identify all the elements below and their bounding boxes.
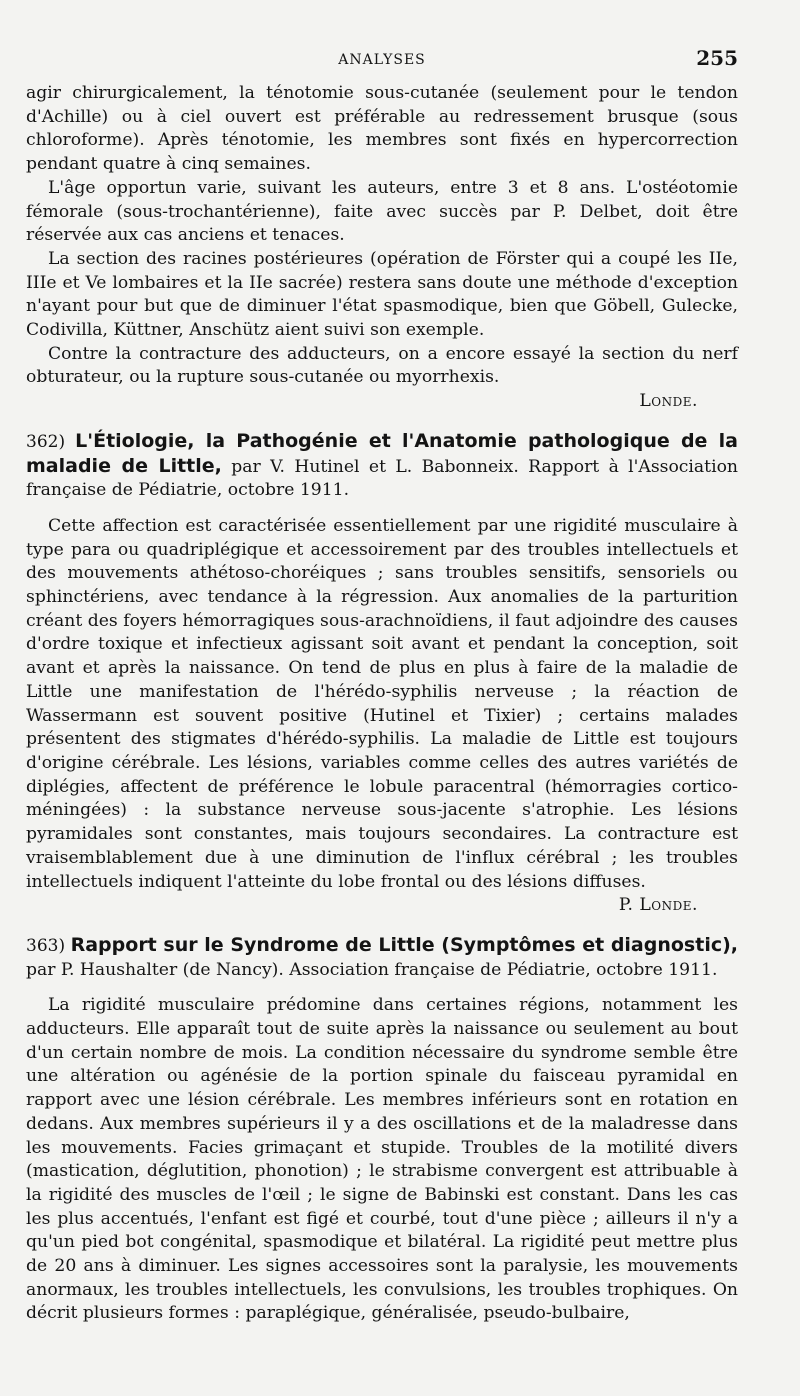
entry-362-authors: par V. Hutinel et L. Babonneix. Rapport à l'Association française de Pédiatrie, octobre 1911. (26, 456, 739, 501)
intro-paragraph-4 (26, 343, 738, 390)
running-head: ANALYSES (338, 52, 426, 68)
entry-363-text: La rigidité musculaire prédomine dans certaines régions, notamment les adducteurs. Elle apparaît tout de suite après la naissance ou seulement au bout d'un certain nombre de mois. La condition nécessaire du syndrome semble être une altération ou agénésie de la portion spinale du faisceau pyramidal en rapport avec une lésion cérébrale. Les membres inférieurs sont en rotation en dedans. Aux membres supérieurs il y a des oscillations et de la maladresse dans les mouvements. Facies grimaçant et stupide. Troubles de la motilité divers (mastication, déglutition, phonotion) ; le strabisme convergent est attribuable à la rigidité des muscles de l'œil ; le signe de Babinski est constant. Dans les cas les plus accentués, l'enfant est figé et courbé, tout d'une pièce ; ailleurs il n'y a qu'un pied bot congénital, spasmodique et bilatéral. La rigidité peut mettre plus de 20 ans à diminuer. Les signes accessoires sont la paralysie, les mouvements anormaux, les troubles intellectuels, les convulsions, les troubles trophiques. On décrit plusieurs formes : paraplégique, généralisée, pseudo-bulbaire, (26, 995, 738, 1324)
intro-paragraph-4-text: Contre la contracture des adducteurs, on a encore essayé la section du nerf obturateur, ou la rupture sous-cutanée ou myorrhexis. (26, 343, 738, 388)
intro-signature: Londe. (639, 391, 698, 412)
entry-363-number: 363) (26, 935, 66, 956)
entry-362-text: Cette affection est caractérisée essentiellement par une rigidité musculaire à type para ou quadriplégique et accessoirement par des troubles intellectuels et des mouvements athétoso-choréiques ; sans troubles sensitifs, sensoriels ou sphinctériens, avec tendance à la régression. Aux anomalies de la parturition créant des foyers hémorragiques sous-arachnoïdiens, il faut adjoindre des causes d'ordre toxique et infectieux agissant soit avant et pendant la conception, soit avant et après la naissance. On tend de plus en plus à faire de la maladie de Little une manifestation de l'hérédo-syphilis nerveuse ; la réaction de Wassermann est souvent positive (Hutinel et Tixier) ; certains malades présentent des stigmates d'hérédo-syphilis. La maladie de Little est toujours d'origine cérébrale. Les lésions, variables comme celles des autres variétés de diplégies, affectent de préférence le lobule paracentral (hémorragies cortico-méningées) : la substance nerveuse sous-jacente s'atrophie. Les lésions pyramidales sont constantes, mais toujours secondaires. La contracture est vraisemblablement due à une diminution de l'influx cérébral ; les troubles intellectuels indiquent l'atteinte du lobe frontal ou des lésions diffuses. (26, 515, 738, 892)
entry-362-number: 362) (26, 431, 66, 452)
entry-362 (26, 430, 738, 918)
entry-363-title: Rapport sur le Syndrome de Little (Symptômes et diagnostic), (70, 933, 739, 956)
entry-362-title: L'Étiologie, la Pathogénie et l'Anatomie pathologique de la maladie de Little, (26, 429, 738, 477)
entry-362-heading (26, 430, 738, 503)
intro-paragraph-1: agir chirurgicalement, la ténotomie sous-cutanée (seulement pour le tendon d'Achille) ou à ciel ouvert est préférable au redressement brusque (sous chloroforme). Après ténotomie, les membres sont fixés en hypercorrection pendant quatre à cinq semaines. (26, 83, 738, 175)
entry-363-authors: par P. Haushalter (de Nancy). Association française de Pédiatrie, octobre 1911. (26, 959, 718, 980)
page-number: 255 (696, 46, 738, 70)
entry-362-signature: P. Londe. (618, 895, 698, 916)
intro-paragraph-2: L'âge opportun varie, suivant les auteurs, entre 3 et 8 ans. L'ostéotomie fémorale (sous-trochantérienne), faite avec succès par P. Delbet, doit être réservée aux cas anciens et tenaces. (26, 177, 738, 246)
entry-363-heading (26, 934, 738, 982)
page-body (26, 82, 738, 1326)
intro-paragraph-3: La section des racines postérieures (opération de Förster qui a coupé les IIe, IIIe et Ve lombaires et la IIe sacrée) restera sans doute une méthode d'exception n'ayant pour but que de diminuer l'état spasmodique, bien que Göbell, Gulecke, Codivilla, Küttner, Anschütz aient suivi son exemple. (26, 248, 738, 341)
entry-363 (26, 934, 738, 1326)
page-header (26, 46, 738, 74)
